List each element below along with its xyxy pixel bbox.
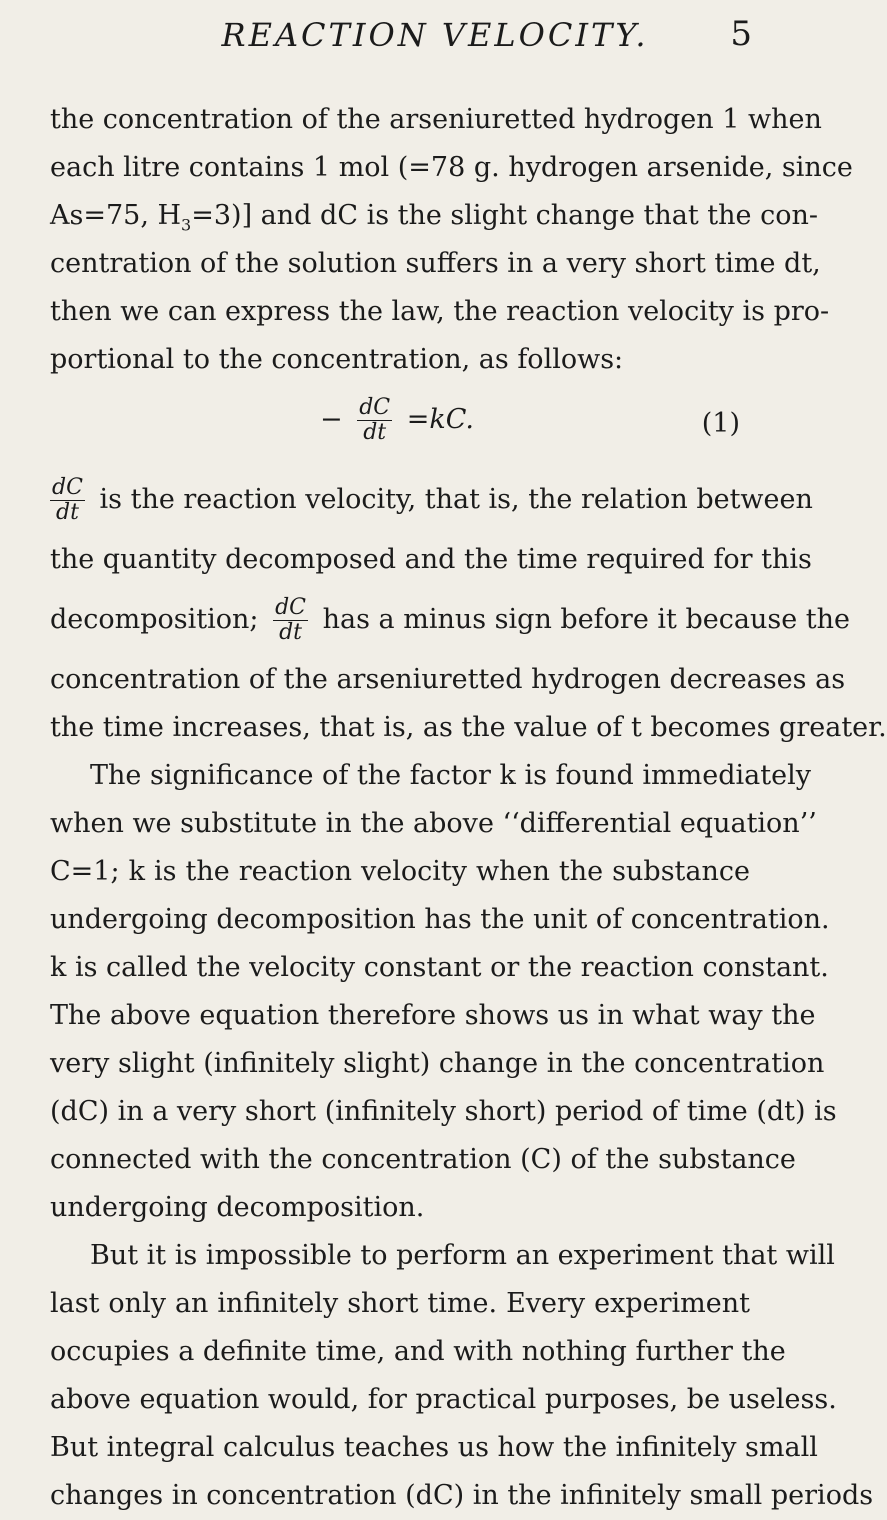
fraction-denominator: dt [279,620,303,645]
text-line [50,584,850,656]
equation-body [320,396,474,445]
fraction-dc-dt [50,476,85,525]
equation-rhs: =kC. [406,404,474,435]
body-text [50,96,887,1520]
text-line [50,192,818,240]
text-fragment: decomposition; [50,604,259,635]
text-line: each litre contains 1 mol (=78 g. hydrogen arsenide, since [50,152,853,183]
text-fragment: =3)] and dC is the slight change that the con- [191,200,818,231]
text-line: the concentration of the arseniuretted hydrogen 1 when [50,104,822,135]
text-line: when we substitute in the above ‘‘differential equation’’ [50,808,817,839]
page-number: 5 [730,14,752,54]
fraction-denominator: dt [363,420,387,445]
text-line: C=1; k is the reaction velocity when the substance [50,856,750,887]
equation-number: (1) [701,408,740,439]
text-line: connected with the concentration (C) of the substance [50,1144,796,1175]
text-line: changes in concentration (dC) in the infinitely small periods [50,1480,874,1511]
text-line: then we can express the law, the reaction velocity is pro- [50,296,830,327]
fraction-dc-dt [357,396,392,445]
minus-sign: − [320,404,343,435]
text-fragment: has a minus sign before it because the [322,604,850,635]
text-line: undergoing decomposition has the unit of concentration. [50,904,830,935]
text-line: (dC) in a very short (infinitely short) period of time (dt) is [50,1096,837,1127]
page-header [0,0,800,60]
text-line: portional to the concentration, as follows: [50,344,624,375]
fraction-numerator: dC [359,395,391,420]
equation-1 [50,384,750,464]
text-line: the quantity decomposed and the time required for this [50,544,812,575]
text-line: above equation would, for practical purposes, be useless. [50,1384,837,1415]
text-line: the time increases, that is, as the value of t becomes greater. [50,712,887,743]
text-line: last only an infinitely short time. Every experiment [50,1288,750,1319]
text-line: very slight (infinitely slight) change in the concentration [50,1048,825,1079]
subscript: 3 [181,215,192,235]
text-line: k is called the velocity constant or the reaction constant. [50,952,829,983]
fraction-dc-dt [273,596,308,645]
text-line [50,464,813,536]
running-title: REACTION VELOCITY. [221,16,649,54]
fraction-denominator: dt [55,500,79,525]
text-line: concentration of the arseniuretted hydrogen decreases as [50,664,846,695]
text-line: occupies a definite time, and with nothing further the [50,1336,786,1367]
text-line: The above equation therefore shows us in what way the [50,1000,816,1031]
fraction-numerator: dC [275,595,307,620]
text-fragment: As=75, H [50,200,182,231]
text-line: undergoing decomposition. [50,1192,425,1223]
text-line: centration of the solution suffers in a very short time dt, [50,248,821,279]
fraction-numerator: dC [52,475,83,500]
text-line: The significance of the factor k is found immediately [90,760,811,791]
text-fragment: is the reaction velocity, that is, the relation between [99,484,813,515]
text-line: But integral calculus teaches us how the infinitely small [50,1432,818,1463]
text-line: But it is impossible to perform an experiment that will [90,1240,835,1271]
